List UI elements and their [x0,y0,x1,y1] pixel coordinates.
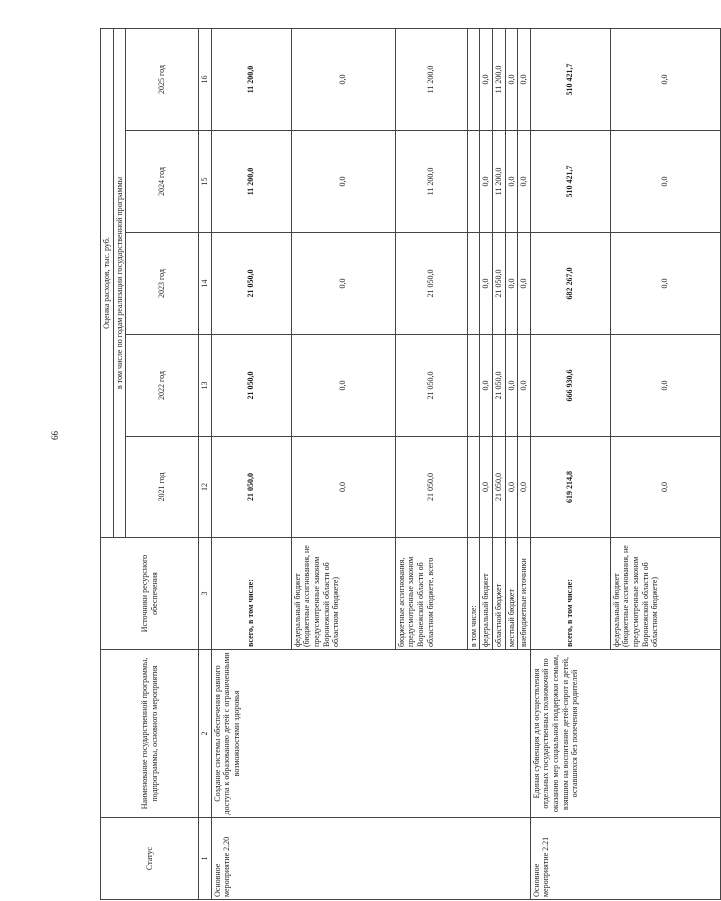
value-cell: 21 050,0 [492,437,505,538]
column-number: 16 [199,29,212,131]
value-cell: 0,0 [291,233,395,335]
source-cell: местный бюджет [505,538,518,650]
value-cell: 0,0 [505,437,518,538]
value-cell: 0,0 [505,29,518,131]
value-cell: 0,0 [291,437,395,538]
rotated-table-page [100,29,670,900]
source-cell: бюджетные ассигнования, предусмотренные законом Воронежской области об областном бюджете, всего [395,538,467,650]
value-cell: 0,0 [291,131,395,233]
activity-name: Единая субвенция для осуществления отдельных государственных полномочий по оказанию мер социальной поддержки семьям, взявшим на воспитание детей-сирот и детей, оставшихся без попечения родителей [530,650,720,818]
value-cell [467,233,480,335]
header-by-years: в том числе по годам реализации государственной программы [113,29,126,538]
header-name: Наименование государственной программы, подпрограммы, основного мероприятия [101,650,199,818]
header-source: Источники ресурсного обеспечения [101,538,199,650]
value-cell: 0,0 [518,29,531,131]
value-cell: 0,0 [480,437,493,538]
value-cell: 0,0 [610,437,720,538]
value-cell [467,131,480,233]
header-year: 2025 год [126,29,199,131]
status-cell: Основное мероприятие 2.20 [211,818,530,900]
source-cell: областной бюджет [492,538,505,650]
source-cell: всего, в том числе: [211,538,291,650]
value-cell: 0,0 [505,131,518,233]
source-cell: федеральный бюджет (бюджетные ассигнования, не предусмотренные законом Воронежской области об областном бюджете) [291,538,395,650]
value-cell: 11 200,0 [395,29,467,131]
column-number: 2 [199,650,212,818]
value-cell: 21 050,0 [395,233,467,335]
header-year: 2021 год [126,437,199,538]
column-number: 13 [199,335,212,437]
value-cell: 21 050,0 [395,335,467,437]
value-cell: 0,0 [518,437,531,538]
source-cell: федеральный бюджет [480,538,493,650]
activity-name: Создание системы обеспечения равного доступа к образованию детей с ограниченными возможностями здоровья [211,650,530,818]
value-cell: 21 050,0 [211,437,291,538]
value-cell: 0,0 [480,335,493,437]
value-cell: 0,0 [610,233,720,335]
header-year: 2023 год [126,233,199,335]
value-cell: 0,0 [505,335,518,437]
value-cell: 21 050,0 [211,233,291,335]
value-cell: 21 050,0 [211,335,291,437]
value-cell: 0,0 [291,29,395,131]
value-cell: 11 200,0 [395,131,467,233]
value-cell: 0,0 [610,29,720,131]
value-cell [467,29,480,131]
status-cell: Основное мероприятие 2.21 [530,818,720,900]
source-cell: всего, в том числе: [530,538,610,650]
column-number: 12 [199,437,212,538]
source-cell: внебюджетные источники [518,538,531,650]
value-cell: 21 050,0 [395,437,467,538]
header-status: Статус [101,818,199,900]
value-cell: 0,0 [610,335,720,437]
value-cell: 0,0 [480,29,493,131]
value-cell: 21 050,0 [492,335,505,437]
value-cell: 510 421,7 [530,29,610,131]
source-cell: федеральный бюджет (бюджетные ассигнования, не предусмотренные законом Воронежской области об областном бюджете) [610,538,720,650]
value-cell: 0,0 [518,335,531,437]
header-estimate: Оценка расходов, тыс. руб. [101,29,114,538]
column-number: 3 [199,538,212,650]
column-number: 15 [199,131,212,233]
header-year: 2022 год [126,335,199,437]
value-cell: 0,0 [505,233,518,335]
value-cell: 0,0 [518,233,531,335]
value-cell: 11 200,0 [492,29,505,131]
value-cell: 0,0 [291,335,395,437]
value-cell: 0,0 [480,233,493,335]
header-year: 2024 год [126,131,199,233]
value-cell: 666 930,6 [530,335,610,437]
value-cell: 682 267,0 [530,233,610,335]
value-cell: 11 200,0 [211,29,291,131]
column-number: 14 [199,233,212,335]
value-cell [467,335,480,437]
value-cell: 0,0 [610,131,720,233]
value-cell: 0,0 [518,131,531,233]
value-cell [467,437,480,538]
value-cell: 21 050,0 [492,233,505,335]
source-cell: в том числе: [467,538,480,650]
expenditure-table [100,28,721,900]
value-cell: 0,0 [480,131,493,233]
page-number: 66 [50,431,60,440]
value-cell: 619 214,8 [530,437,610,538]
value-cell: 11 200,0 [211,131,291,233]
column-number: 1 [199,818,212,900]
value-cell: 11 200,0 [492,131,505,233]
value-cell: 510 421,7 [530,131,610,233]
